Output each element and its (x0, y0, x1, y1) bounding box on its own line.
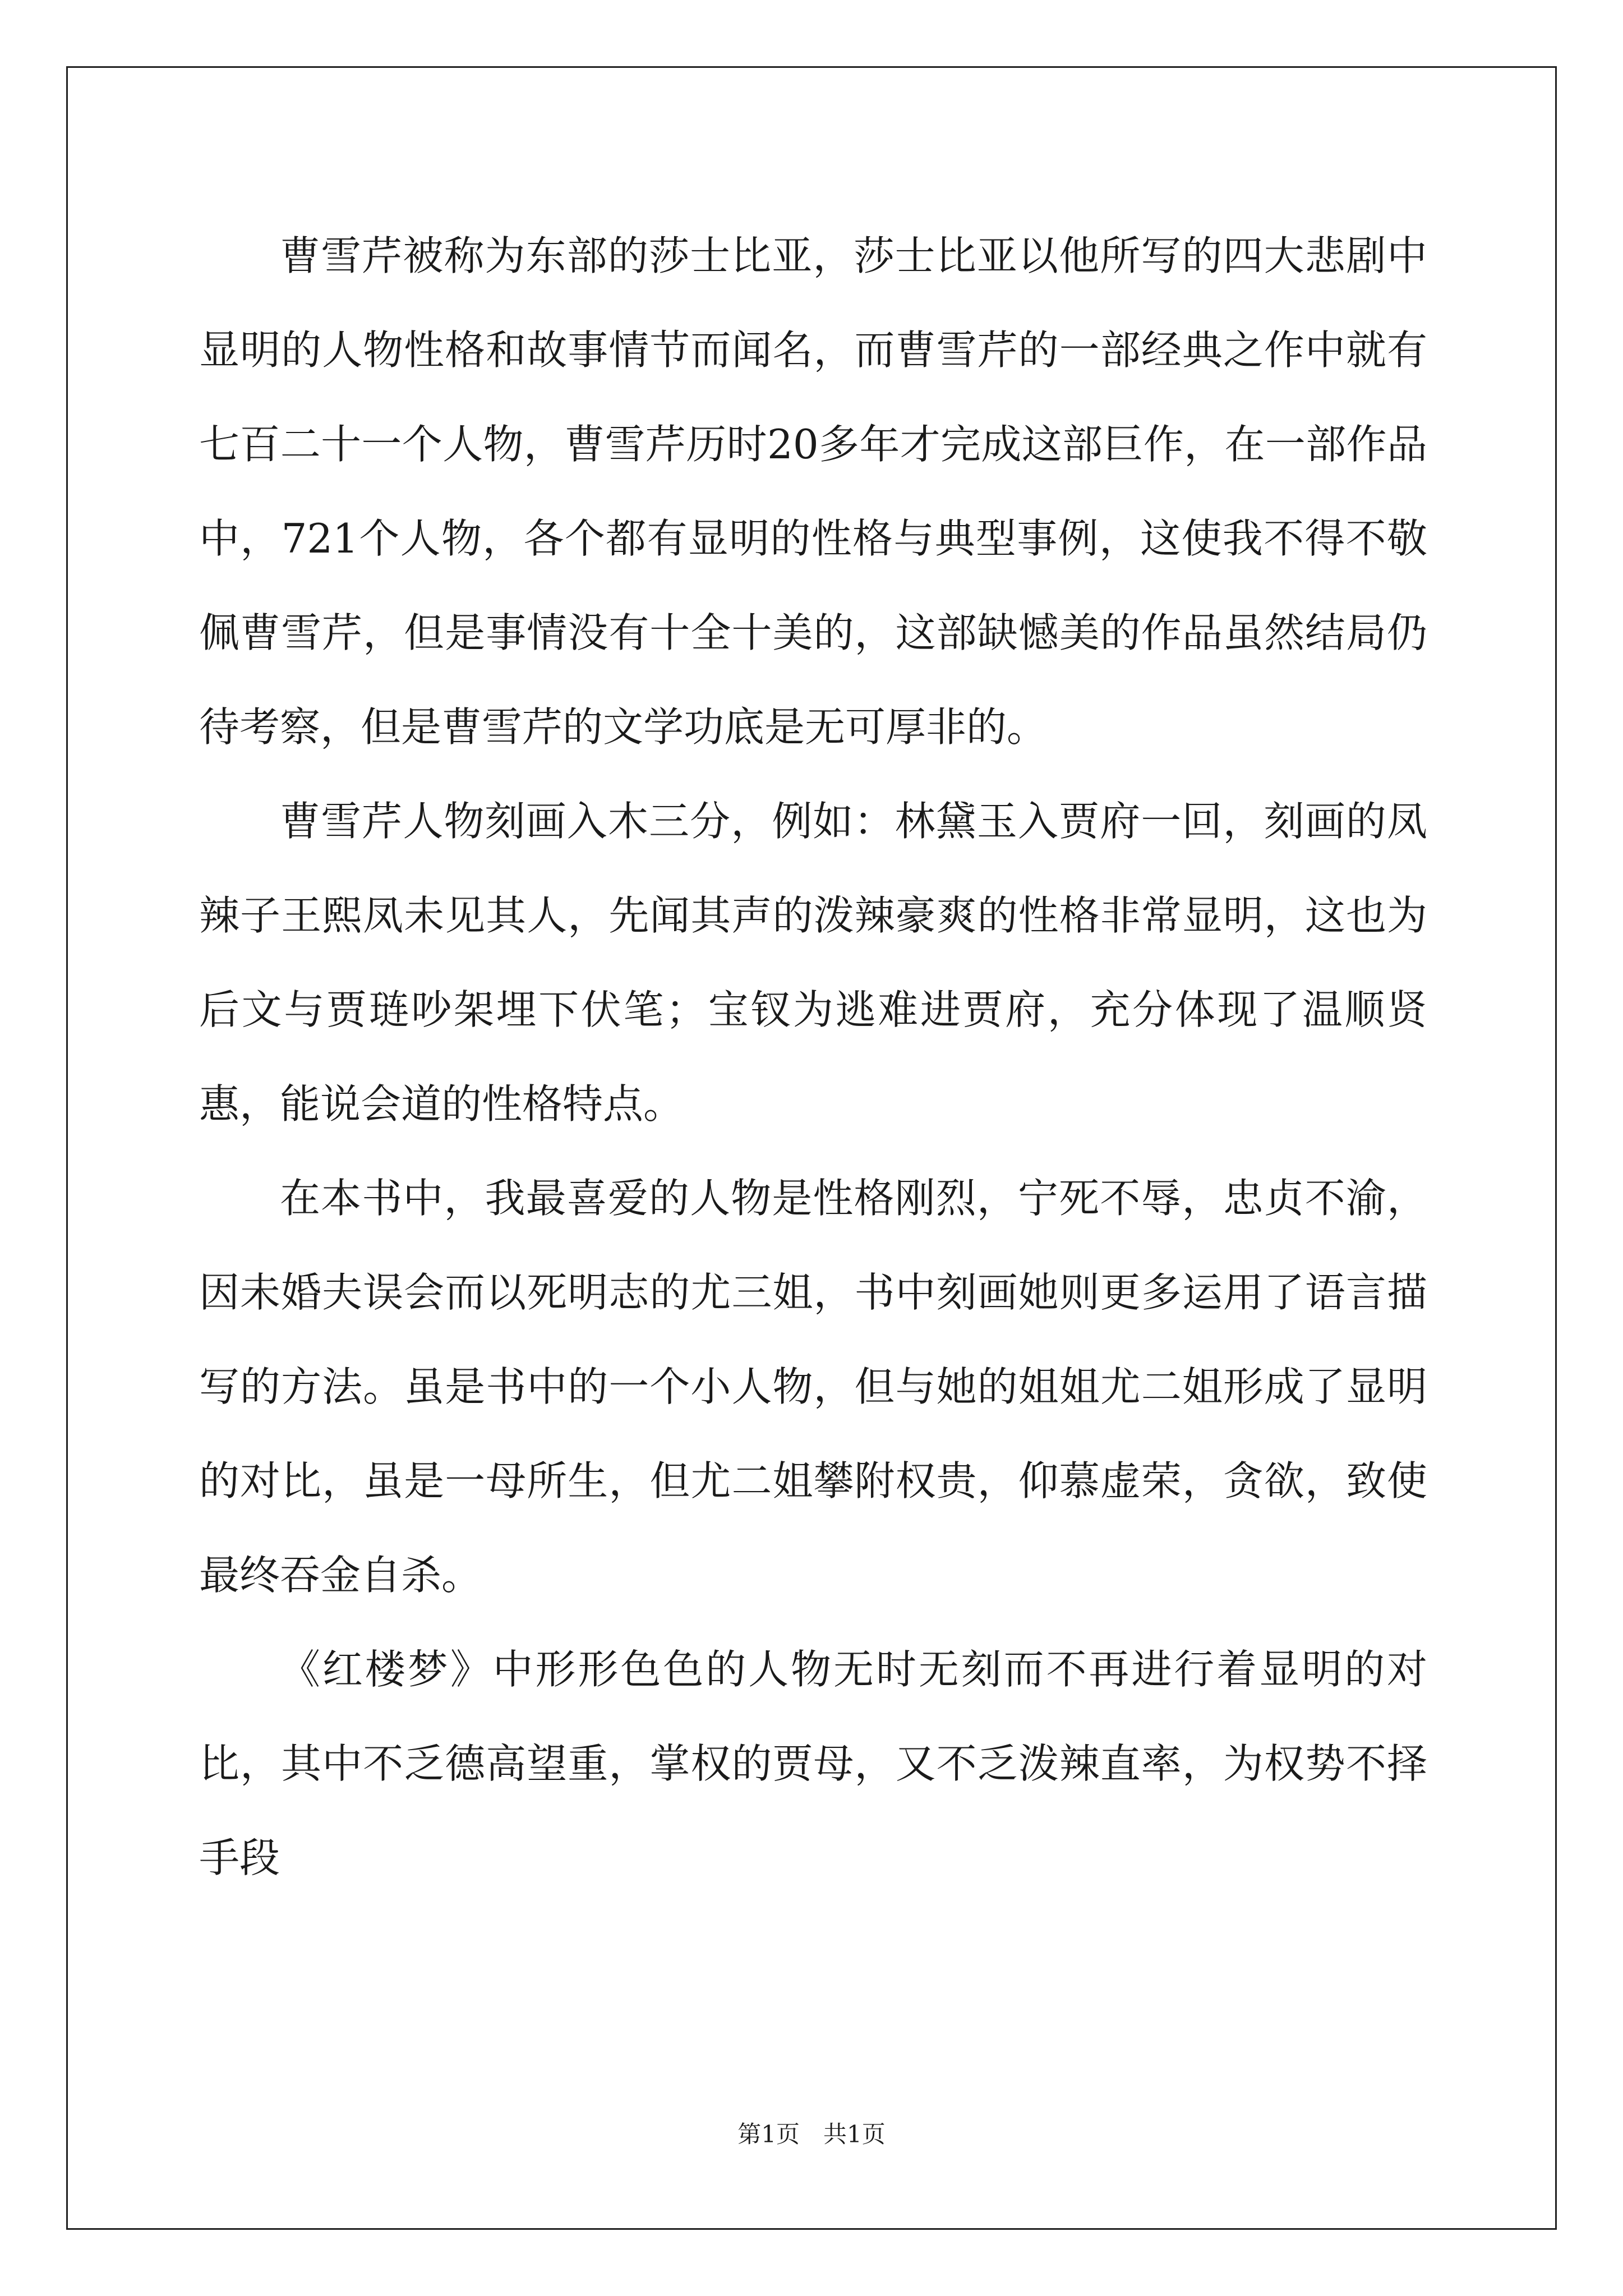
paragraph: 《红楼梦》中形形色色的人物无时无刻而不再进行着显明的对比，其中不乏德高望重，掌权的贾母，又不乏泼辣直率，为权势不择手段 (199, 1646, 1427, 1881)
paragraph: 曹雪芹被称为东部的莎士比亚，莎士比亚以他所写的四大悲剧中显明的人物性格和故事情节而闻名，而曹雪芹的一部经典之作中就有七百二十一个人物，曹雪芹历时20多年才完成这部巨作，在一部作品中，721个人物，各个都有显明的性格与典型事例，这使我不得不敬佩曹雪芹，但是事情没有十全十美的，这部缺憾美的作品虽然结局仍待考察，但是曹雪芹的文学功底是无可厚非的。 (199, 232, 1427, 751)
document-body (199, 209, 1427, 1905)
page-number-footer: 第1页 共1页 (737, 2120, 886, 2148)
paragraph: 曹雪芹人物刻画入木三分，例如：林黛玉入贾府一回，刻画的凤辣子王熙凤未见其人，先闻其声的泼辣豪爽的性格非常显明，这也为后文与贾琏吵架埋下伏笔；宝钗为逃难进贾府，充分体现了温顺贤惠，能说会道的性格特点。 (199, 798, 1427, 1128)
paragraph: 在本书中，我最喜爱的人物是性格刚烈，宁死不辱，忠贞不渝，因未婚夫误会而以死明志的尤三姐，书中刻画她则更多运用了语言描写的方法。虽是书中的一个小人物，但与她的姐姐尤二姐形成了显明的对比，虽是一母所生，但尤二姐攀附权贵，仰慕虚荣，贪欲，致使最终吞金自杀。 (199, 1175, 1427, 1599)
